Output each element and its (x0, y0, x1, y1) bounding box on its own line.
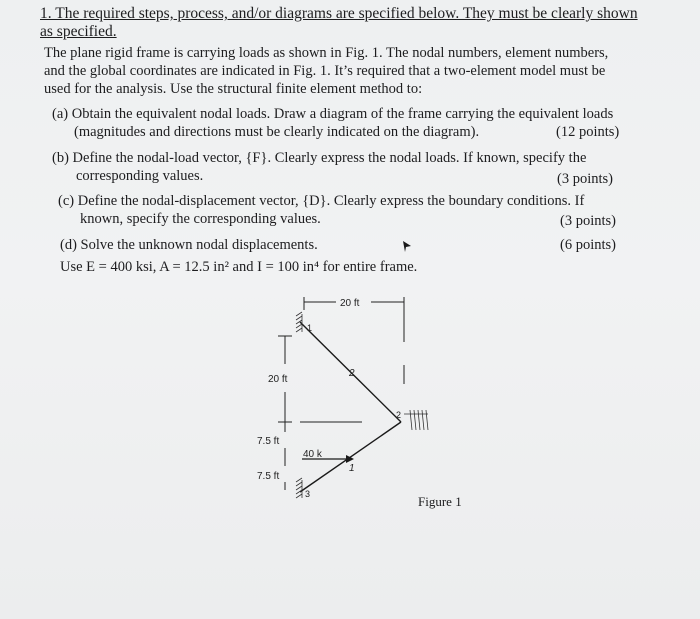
node-2-label: 2 (396, 410, 402, 420)
support-node-2 (404, 410, 428, 430)
part-b-line-1: (b) Define the nodal-load vector, {F}. Clearly express the nodal loads. If known, specify the (52, 150, 587, 166)
intro-line-2: and the global coordinates are indicated in Fig. 1. It’s required that a two-element model must be (44, 63, 606, 79)
part-c-line-2: known, specify the corresponding values. (80, 211, 321, 227)
dim-top-label: 20 ft (340, 298, 360, 309)
part-a-line-1: (a) Obtain the equivalent nodal loads. Draw a diagram of the frame carrying the equivalent loads (52, 106, 614, 122)
element-2-label: 2 (349, 368, 355, 379)
support-node-3 (296, 478, 302, 498)
figure-caption: Figure 1 (418, 494, 462, 509)
part-d-line-1: (d) Solve the unknown nodal displacements. (60, 237, 318, 253)
load-label: 40 k (303, 449, 322, 460)
part-a-points: (12 points) (556, 124, 620, 140)
problem-heading: 1. The required steps, process, and/or diagrams are specified below. They must be clearly shown (40, 5, 638, 22)
dim-left-upper-label: 20 ft (268, 374, 288, 385)
intro-line-3: used for the analysis. Use the structural finite element method to: (44, 81, 423, 97)
part-b-line-2: corresponding values. (76, 168, 204, 184)
part-d-points: (6 points) (560, 237, 616, 253)
node-1-label: 1 (307, 323, 313, 333)
dim-left-mid-label: 7.5 ft (257, 436, 280, 447)
problem-heading-continued: as specified. (40, 23, 117, 40)
element-1-label: 1 (349, 463, 355, 474)
node-3-label: 3 (305, 489, 311, 499)
intro-line-1: The plane rigid frame is carrying loads as shown in Fig. 1. The nodal numbers, element numbers, (44, 45, 609, 61)
part-b-points: (3 points) (557, 171, 613, 187)
material-properties: Use E = 400 ksi, A = 12.5 in² and I = 100 in⁴ for entire frame. (60, 259, 418, 275)
dim-left-lower-label: 7.5 ft (257, 471, 280, 482)
part-c-line-1: (c) Define the nodal-displacement vector, {D}. Clearly express the boundary conditions. If (58, 193, 585, 209)
part-a-line-2: (magnitudes and directions must be clearly indicated on the diagram). (74, 124, 480, 140)
mouse-cursor-icon (403, 241, 411, 252)
part-c-points: (3 points) (560, 213, 616, 229)
support-node-1 (296, 312, 302, 332)
